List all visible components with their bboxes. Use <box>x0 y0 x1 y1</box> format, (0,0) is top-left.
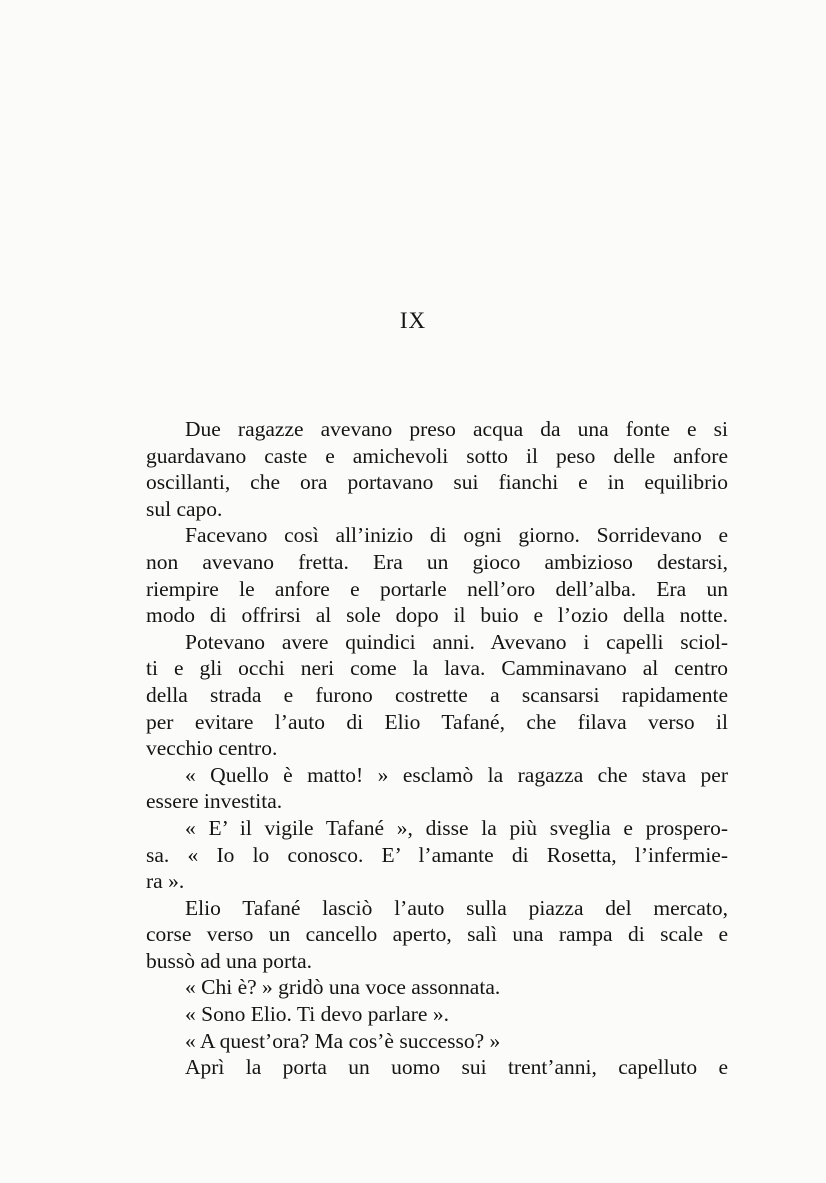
text-line: ti e gli occhi neri come la lava. Camminavano al centro <box>146 656 728 681</box>
text-line: corse verso un cancello aperto, salì una rampa di scale e <box>146 922 728 947</box>
text-line: « Sono Elio. Ti devo parlare ». <box>185 1002 449 1027</box>
text-line: Due ragazze avevano preso acqua da una fonte e si <box>185 417 728 441</box>
text-line: Facevano così all’inizio di ogni giorno. Sorridevano e <box>185 523 728 548</box>
text-line: ra ». <box>146 869 185 894</box>
text-line: guardavano caste e amichevoli sotto il peso delle anfore <box>146 443 728 468</box>
body-text <box>146 416 728 1081</box>
text-line: sul capo. <box>146 496 223 521</box>
text-line: sa. « Io lo conosco. E’ l’amante di Rosetta, l’infermie- <box>146 842 728 867</box>
text-line: « A quest’ora? Ma cos’è successo? » <box>185 1028 501 1053</box>
text-line: riempire le anfore e portarle nell’oro dell’alba. Era un <box>146 576 728 601</box>
text-line: « Chi è? » gridò una voce assonnata. <box>185 975 501 1000</box>
chapter-title: IX <box>399 308 427 333</box>
text-line: vecchio centro. <box>146 736 278 761</box>
text-line: Aprì la porta un uomo sui trent’anni, capelluto e <box>185 1055 728 1080</box>
text-line: non avevano fretta. Era un gioco ambizioso destarsi, <box>146 549 728 574</box>
text-line: « Quello è matto! » esclamò la ragazza che stava per <box>185 762 728 787</box>
text-line: « E’ il vigile Tafané », disse la più sveglia e prospero- <box>185 815 728 840</box>
text-line: modo di offrirsi al sole dopo il buio e l’ozio della notte. <box>146 603 728 628</box>
text-line: Elio Tafané lasciò l’auto sulla piazza del mercato, <box>185 895 728 920</box>
text-line: Potevano avere quindici anni. Avevano i capelli sciol- <box>185 629 728 654</box>
text-line: oscillanti, che ora portavano sui fianchi e in equilibrio <box>146 470 728 495</box>
text-line: bussò ad una porta. <box>146 948 312 973</box>
text-line: per evitare l’auto di Elio Tafané, che filava verso il <box>146 709 728 734</box>
text-line: essere investita. <box>146 789 283 814</box>
text-line: della strada e furono costrette a scansarsi rapidamente <box>146 682 728 707</box>
